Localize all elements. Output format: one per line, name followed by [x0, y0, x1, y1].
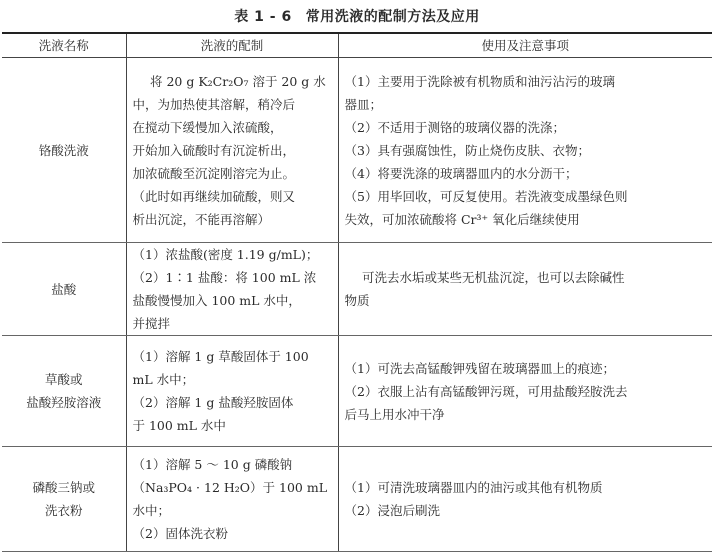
solution-name-cell [2, 243, 126, 336]
usage-cell [338, 447, 712, 552]
column-header-name: 洗液名称 [2, 33, 126, 58]
solution-name-cell [2, 336, 126, 447]
preparation-line: 在搅动下缓慢加入浓硫酸， [132, 119, 283, 135]
usage-line: （2）浸泡后刷洗 [344, 503, 440, 518]
preparation-cell [126, 58, 338, 243]
usage-cell [338, 336, 712, 447]
table-row [2, 58, 712, 243]
usage-line: 器皿； [344, 96, 383, 112]
preparation-line: 于 100 mL 水中 [132, 418, 226, 433]
usage-cell [338, 243, 712, 336]
preparation-line: （2）1∶1 盐酸：将 100 mL 浓 [132, 270, 317, 285]
solution-name: 磷酸三钠或 [32, 480, 95, 495]
usage-line: （3）具有强腐蚀性，防止烧伤皮肤、衣物； [344, 142, 590, 158]
solution-name: 铬酸洗液 [38, 142, 89, 158]
usage-line: （4）将要洗涤的玻璃器皿内的水分沥干； [344, 165, 578, 181]
usage-line: （1）主要用于洗除被有机物质和油污沾污的玻璃 [344, 73, 615, 89]
preparation-line: （此时如再继续加硫酸，则又 [132, 188, 296, 204]
preparation-line: 并搅拌 [132, 316, 171, 331]
preparation-cell [126, 447, 338, 552]
column-header-preparation: 洗液的配制 [126, 33, 338, 58]
usage-line: 可洗去水垢或某些无机盐沉淀，也可以去除碱性 [362, 270, 625, 285]
preparation-line: 中，为加热使其溶解，稍冷后 [132, 96, 296, 112]
table-number: 表 1 - 6 [234, 9, 292, 25]
column-header-usage: 使用及注意事项 [338, 33, 712, 58]
preparation-cell [126, 243, 338, 336]
usage-line: 失效，可加浓硫酸将 Cr³⁺ 氧化后继续使用 [344, 211, 580, 227]
usage-line: 后马上用水冲干净 [344, 406, 445, 422]
table-header-row [2, 33, 712, 58]
usage-line: （2）不适用于测铬的玻璃仪器的洗涤； [344, 119, 565, 135]
solution-name: 盐酸 [51, 281, 77, 297]
solution-name: 草酸或 [44, 372, 83, 387]
preparation-line: mL 水中； [132, 372, 195, 387]
preparation-line: 水中； [132, 503, 171, 518]
preparation-line: （1）溶解 5 ～ 10 g 磷酸钠 [132, 457, 293, 472]
usage-line: （2）衣服上沾有高锰酸钾污斑，可用盐酸羟胺洗去 [344, 383, 628, 399]
table-row [2, 447, 712, 552]
preparation-line: 盐酸慢慢加入 100 mL 水中， [132, 293, 301, 308]
preparation-line: （1）溶解 1 g 草酸固体于 100 [132, 349, 309, 364]
preparation-line: 析出沉淀，不能再溶解） [132, 211, 271, 227]
table-title: 常用洗液的配制方法及应用 [305, 9, 480, 25]
solution-name-cell [2, 58, 126, 243]
preparation-cell [126, 336, 338, 447]
preparation-line: （Na₃PO₄ · 12 H₂O）于 100 mL [132, 480, 327, 495]
usage-cell [338, 58, 712, 243]
preparation-line: 加浓硫酸至沉淀刚溶完为止。 [132, 165, 296, 181]
table-caption [0, 6, 714, 26]
usage-line: （1）可清洗玻璃器皿内的油污或其他有机物质 [344, 480, 603, 495]
usage-line: （5）用毕回收，可反复使用。若洗液变成墨绿色则 [344, 188, 628, 204]
preparation-line: 将 20 g K₂Cr₂O₇ 溶于 20 g 水 [150, 73, 326, 89]
usage-line: 物质 [344, 293, 370, 308]
solution-name-cell [2, 447, 126, 552]
usage-line: （1）可洗去高锰酸钾残留在玻璃器皿上的痕迹； [344, 360, 615, 376]
preparation-line: （1）浓盐酸(密度 1.19 g/mL)； [132, 247, 319, 262]
table-row [2, 336, 712, 447]
preparation-line: 开始加入硫酸时有沉淀析出， [132, 142, 296, 158]
solution-name: 洗衣粉 [44, 503, 83, 518]
preparation-line: （2）固体洗衣粉 [132, 526, 228, 541]
preparation-line: （2）溶解 1 g 盐酸羟胺固体 [132, 395, 294, 410]
table-row [2, 243, 712, 336]
cleaning-solutions-table [2, 32, 712, 552]
solution-name: 盐酸羟胺溶液 [26, 395, 102, 410]
